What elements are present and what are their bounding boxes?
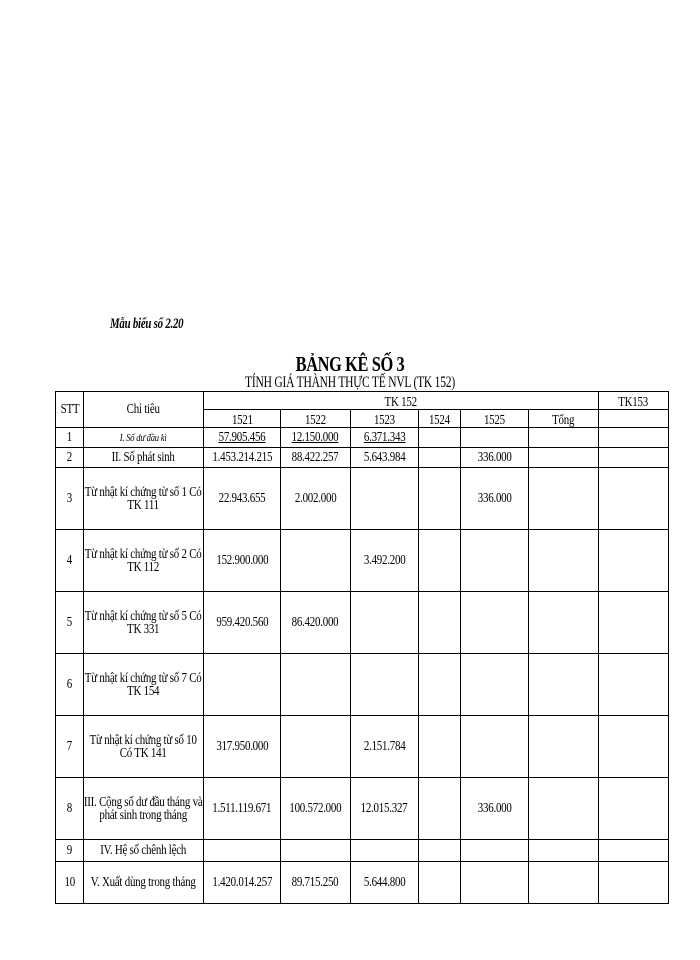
cell-v1523 [351,840,419,862]
cell-v1522: 12.150.000 [281,428,351,448]
cell-v1524 [419,778,461,840]
cell-v1521: 959.420.560 [204,592,281,654]
header-tk153-sub [599,410,669,428]
cell-v1525 [461,592,529,654]
cell-tk153 [599,862,669,904]
summary-table [55,391,669,904]
header-tk153: TK153 [599,392,669,410]
table-row [56,840,669,862]
cell-tk153 [599,654,669,716]
cell-tong [529,716,599,778]
cell-v1524 [419,716,461,778]
cell-v1522: 100.572.000 [281,778,351,840]
cell-v1523 [351,592,419,654]
cell-v1521 [204,840,281,862]
cell-label: V. Xuất dùng trong tháng [84,862,204,904]
cell-v1522 [281,840,351,862]
cell-stt: 9 [56,840,84,862]
cell-label: Từ nhật kí chứng từ số 7 Có TK 154 [84,654,204,716]
table-row [56,654,669,716]
cell-v1523: 3.492.200 [351,530,419,592]
cell-v1522: 88.422.257 [281,448,351,468]
cell-v1523: 2.151.784 [351,716,419,778]
cell-tk153 [599,840,669,862]
cell-label: II. Số phát sinh [84,448,204,468]
cell-v1523 [351,654,419,716]
table-row [56,592,669,654]
cell-label: Từ nhật kí chứng từ số 5 Có TK 331 [84,592,204,654]
cell-stt: 8 [56,778,84,840]
cell-v1525 [461,862,529,904]
header-tk152: TK 152 [204,392,599,410]
cell-v1524 [419,530,461,592]
cell-v1523: 6.371.343 [351,428,419,448]
cell-label: I. Số dư đầu kì [84,428,204,448]
cell-stt: 2 [56,448,84,468]
cell-tong [529,448,599,468]
cell-v1524 [419,840,461,862]
cell-v1525 [461,428,529,448]
cell-tk153 [599,592,669,654]
cell-v1522: 89.715.250 [281,862,351,904]
cell-tong [529,592,599,654]
cell-stt: 6 [56,654,84,716]
cell-v1524 [419,862,461,904]
cell-stt: 1 [56,428,84,448]
cell-v1522: 2.002.000 [281,468,351,530]
cell-stt: 4 [56,530,84,592]
cell-label: Từ nhật kí chứng từ số 2 Có TK 112 [84,530,204,592]
cell-tong [529,862,599,904]
cell-label: III. Cộng số dư đầu tháng và phát sinh trong tháng [84,778,204,840]
cell-v1524 [419,468,461,530]
cell-tk153 [599,716,669,778]
cell-v1521: 1.420.014.257 [204,862,281,904]
cell-v1521: 22.943.655 [204,468,281,530]
document-title: BẢNG KÊ SỐ 3 [295,352,405,376]
header-col-1521: 1521 [204,410,281,428]
cell-v1521: 317.950.000 [204,716,281,778]
cell-stt: 10 [56,862,84,904]
cell-stt: 3 [56,468,84,530]
document-subtitle: TÍNH GIÁ THÀNH THỰC TẾ NVL (TK 152) [245,374,455,391]
cell-v1521: 152.900.000 [204,530,281,592]
cell-tk153 [599,468,669,530]
cell-v1525: 336.000 [461,778,529,840]
header-col-1524: 1524 [419,410,461,428]
cell-v1521: 1.453.214.215 [204,448,281,468]
cell-v1524 [419,654,461,716]
cell-v1525 [461,840,529,862]
cell-v1525 [461,654,529,716]
header-col-tong: Tổng [529,410,599,428]
cell-stt: 7 [56,716,84,778]
cell-v1524 [419,428,461,448]
cell-v1523: 5.643.984 [351,448,419,468]
cell-tong [529,778,599,840]
cell-v1524 [419,592,461,654]
cell-v1522: 86.420.000 [281,592,351,654]
cell-v1525 [461,530,529,592]
header-col-1525: 1525 [461,410,529,428]
cell-v1523: 5.644.800 [351,862,419,904]
cell-v1525: 336.000 [461,448,529,468]
cell-label: IV. Hệ số chênh lệch [84,840,204,862]
cell-tk153 [599,448,669,468]
cell-v1522 [281,716,351,778]
cell-v1522 [281,530,351,592]
cell-v1521: 57.905.456 [204,428,281,448]
cell-label: Từ nhật kí chứng từ số 1 Có TK 111 [84,468,204,530]
cell-v1521 [204,654,281,716]
cell-tong [529,468,599,530]
table-row [56,468,669,530]
cell-stt: 5 [56,592,84,654]
cell-v1523: 12.015.327 [351,778,419,840]
table-row [56,862,669,904]
table-row [56,448,669,468]
cell-tk153 [599,778,669,840]
form-label: Mẫu biểu số 2.20 [110,316,184,332]
cell-tong [529,840,599,862]
cell-v1525 [461,716,529,778]
header-chi-tieu: Chỉ tiêu [84,392,204,428]
table-row [56,530,669,592]
table-row [56,778,669,840]
cell-tk153 [599,428,669,448]
cell-label: Từ nhật kí chứng từ số 10 Có TK 141 [84,716,204,778]
cell-v1524 [419,448,461,468]
cell-tong [529,530,599,592]
header-col-1522: 1522 [281,410,351,428]
cell-tong [529,654,599,716]
cell-tong [529,428,599,448]
cell-tk153 [599,530,669,592]
cell-v1522 [281,654,351,716]
table-row [56,716,669,778]
header-stt: STT [56,392,84,428]
table-row [56,428,669,448]
cell-v1525: 336.000 [461,468,529,530]
cell-v1521: 1.511.119.671 [204,778,281,840]
cell-v1523 [351,468,419,530]
header-col-1523: 1523 [351,410,419,428]
